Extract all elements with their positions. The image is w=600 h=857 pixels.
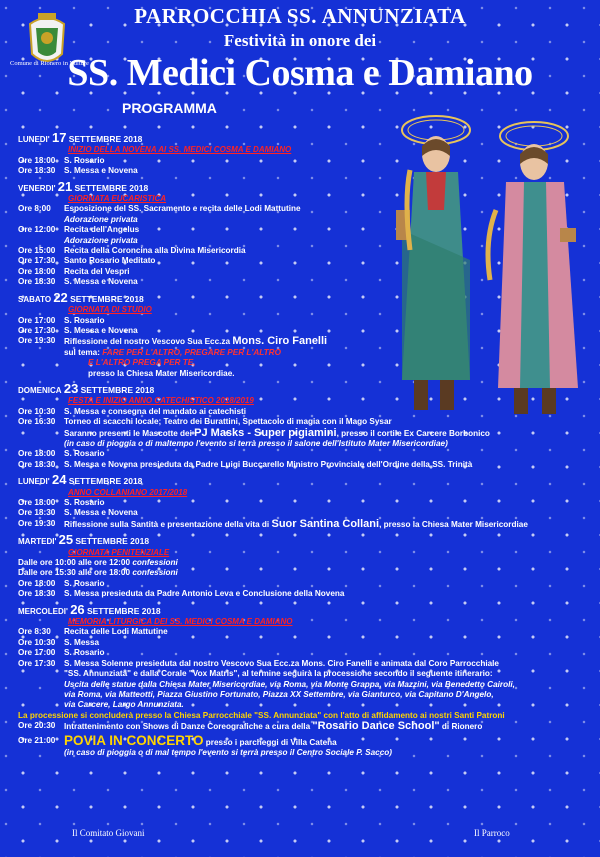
day-subtitle: INIZIO DELLA NOVENA AI SS. MEDICI COSMA E DAMIANO [68,145,292,155]
mascotte-line [18,428,590,439]
item-text: S. Messa [64,637,100,647]
tema-text: E L'ALTRO PREGA PER TE, [88,358,196,368]
dance-school-name: "Rosario Dance School" [312,720,440,733]
list-item [18,246,590,256]
item-time: Ore 18:00 [18,449,56,459]
day-number: 17 [51,130,67,145]
confession-line [18,568,590,578]
item-text: S. Messa e Novena [64,277,138,287]
item-text: S. Rosario [64,648,105,658]
day-subtitle: FESTA E INIZIO ANNO CATECHISTICO 2018/2019 [68,396,254,406]
rifl-post: , presso la Chiesa Mater Misericordiae [379,519,528,529]
rain-note: (in caso di pioggia o di mal tempo l'evento si terrà presso il Centro Sociale P. Sacco) [64,747,393,757]
item-time: Ore 18:30 [18,277,56,287]
list-item [18,449,590,459]
day-block [18,601,590,759]
item-text [64,732,590,748]
item-time: Ore 18:00 [18,266,56,276]
procession-note: La processione si concluderà presso la Chiesa Parrocchiale "SS. Annunziata" con l'atto di affidamento ai nostri Santi Patroni [18,710,505,720]
item-text: Recita dell'Angelus [64,225,140,235]
tema-line [18,348,590,358]
item-text: S. Messa presieduta da Padre Antonio Leva e Conclusione della Novena [64,589,345,599]
day-subtitle: MEMORIA LITURGICA DEI SS. MEDICI COSMA E DAMIANO [68,617,293,627]
conf-pre: Dalle ore [18,558,53,568]
list-item [18,267,590,277]
conf-mid: alle ore [78,558,107,568]
programma-label: PROGRAMMA [122,100,217,116]
weekday: DOMENICA [18,385,62,395]
day-subtitle: GIORNATA DI STUDIO [68,305,152,315]
item-time: Ore 19:30 [18,518,56,528]
day-header [18,178,590,194]
conf-from: 10:00 [54,558,76,568]
weekday: SABATO [18,294,52,304]
conf-from: 15:30 [54,568,76,578]
conf-label: confessioni [132,558,178,568]
item-text-main: Riflessione del nostro Vescovo Sua Ecc.za [64,337,231,347]
day-header [18,472,590,488]
rifl-name: Suor Santina Collani [271,517,380,530]
day-header [18,289,590,305]
item-time: Ore 8:00 [18,204,51,214]
list-item [18,156,590,166]
rain-note: (in caso di pioggia o di maltempo l'evento si terrà presso il salone dell'Istituto Mater Misericordiae) [64,438,448,448]
day-header [18,532,590,548]
list-item [18,336,590,347]
item-time: Ore 15:00 [18,246,56,256]
weekday: VENERDI' [18,183,56,193]
itinerary-line: via Roma, via Matteotti, Piazza Giustino Fortunato, Piazza XX Settembre, via Gianturco, via Capitano D'Angelo, [64,689,494,699]
list-item [18,721,590,732]
item-text: S. Messa Solenne presieduta dal nostro Vescovo Sua Ecc.za Mons. Ciro Fanelli e animata dal Coro Parrocchiale [64,658,499,668]
item-time: Ore 18:30 [18,508,56,518]
item-text: Recita delle Lodi Mattutine [64,627,168,637]
item-time: Ore 17:30 [18,658,56,668]
day-subtitle: ANNO COLLANIANO 2017/2018 [68,487,188,497]
page-title: PARROCCHIA SS. ANNUNZIATA [134,4,466,28]
conf-label: confessioni [132,568,178,578]
page-heading: SS. Medici Cosma e Damiano [67,52,533,94]
weekday: MARTEDI' [18,537,57,547]
item-time: Ore 10:30 [18,406,56,416]
list-item [18,648,590,658]
weekday: MERCOLEDI' [18,606,68,616]
item-text: S. Messa e Novena [64,325,138,335]
list-item [18,627,590,637]
day-block [18,532,590,599]
item-text: S. Messa e consegna del mandato ai catechisti [64,406,247,416]
item-text: S. Rosario [64,578,105,588]
month-year: SETTEMBRE 2018 [68,476,143,487]
item-text: S. Messa e Novena [64,508,138,518]
day-block [18,130,590,177]
day-header [18,130,590,145]
month-year: SETTEMBRE 2018 [86,605,161,616]
day-header [18,380,590,396]
tema-text: FARE PER L'ALTRO, PREGARE PER L'ALTRO [102,347,281,357]
day-number: 24 [51,472,67,488]
mascotte-name: PJ Masks - Super pigiamini [194,426,337,439]
day-block [18,178,590,288]
day-subtitle: GIORNATA EUCARISTICA [68,194,167,204]
item-text: Recita della Coroncina alla Divina Misericordia [64,246,246,256]
month-year: SETTEMBRE 2018 [80,384,155,395]
item-time: Ore 12:00 [18,225,56,235]
item-time: Ore 17:30 [18,325,56,335]
weekday: LUNEDI' [18,135,50,144]
list-item [18,316,590,326]
item-time: Ore 18:00 [18,498,56,507]
item-note: Adorazione privata [64,214,138,224]
list-item [18,498,590,508]
item-time: Ore 18:00 [18,155,56,165]
item-time: Ore 18:30 [18,166,56,176]
mascotte-pre: Saranno presenti le Mascotte dei [64,428,192,438]
item-time: Ore 17:30 [18,256,56,266]
program-list [18,130,590,758]
item-text: Recita del Vespri [64,266,130,276]
day-number: 22 [53,289,68,305]
day-number: 25 [58,532,74,548]
list-item [18,638,590,648]
list-item [18,256,590,266]
item-time: Ore 18:30 [18,459,56,469]
item-time: Ore 18:30 [18,589,56,599]
page-subtitle: Festività in onore dei [223,31,377,50]
list-item [18,225,590,235]
itinerary-line: Uscita delle statue dalla Chiesa Mater Misericordiae, via Roma, via Monte Grappa, via Mazzini, via Benedetto Cairoli, [64,679,515,689]
item-text-cont: "SS. Annunziata" e dalla Corale "Vox Matris", al termine seguirà la processione secondo il seguente itinerario: [64,669,493,679]
day-block [18,380,590,470]
item-text [64,519,590,530]
item-text: S. Rosario [64,449,105,459]
confession-line [18,558,590,568]
speaker-name: Mons. Ciro Fanelli [232,335,328,348]
list-item [18,732,590,748]
item-text: S. Rosario [64,155,105,165]
footer-signature-parroco: Il Parroco [474,828,510,838]
item-text: Santo Rosario Meditato [64,256,156,266]
item-note: Adorazione privata [64,235,138,245]
weekday: LUNEDI' [18,477,50,487]
list-item [18,589,590,599]
item-text: S. Messa e Novena [64,166,138,176]
day-block [18,472,590,530]
item-time: Ore 21:00 [18,735,56,745]
month-year: SETTEMBRE 2018 [75,536,150,547]
item-time: Ore 8:30 [18,627,51,637]
tema-place: presso la Chiesa Mater Misericordiae. [88,368,235,378]
month-year: SETTEMBRE 2018 [68,134,143,144]
concert-title: POVIA IN CONCERTO [64,732,204,748]
show-post: di Rionero [441,722,483,732]
item-text: Torneo di scacchi locale; Teatro dei Burattini, Spettacolo di magia con il Mago Sysar [64,417,392,427]
item-text: S. Rosario [64,315,105,325]
conf-to: 18:00 [109,568,131,578]
tema-label: sul tema: [64,347,100,357]
list-item [18,277,590,287]
conf-mid: alle ore [78,568,107,578]
mascotte-post: , presso il cortile Ex Carcere Borbonico [336,428,490,438]
list-item [18,579,590,589]
conf-pre: Dalle ore [18,568,53,578]
list-item [18,407,590,417]
day-number: 21 [57,178,73,194]
item-time: Ore 18:00 [18,578,56,588]
itinerary-line: via Carcere, Largo Annunziata. [64,700,184,710]
item-text [64,721,590,732]
list-item [18,519,590,530]
month-year: SETTEMBRE 2018 [74,182,149,193]
concert-place: presso i parcheggi di Villa Catena [205,737,337,747]
item-text: S. Rosario [64,498,105,507]
list-item [18,166,590,176]
item-time: Ore 17:00 [18,648,56,658]
item-text: Esposizione del SS. Sacramento e recita delle Lodi Mattutine [64,204,301,214]
item-time: Ore 19:30 [18,336,56,346]
day-header [18,601,590,617]
day-number: 26 [70,601,85,617]
comune-caption: Comune di Rionero in Vulture [10,60,89,67]
list-item [18,659,590,669]
item-time: Ore 17:00 [18,315,56,325]
conf-to: 12:00 [109,558,131,568]
day-subtitle: GIORNATA PENITENZIALE [68,547,170,557]
month-year: SETTEMBRE 2018 [70,293,144,304]
item-text: S. Messa e Novena presieduta da Padre Luigi Buccarello Ministro Provinciale dell'Ordine della SS. Trinità [64,459,473,469]
rifl-pre: Riflessione sulla Santità e presentazione della vita di [64,519,270,529]
day-number: 23 [63,380,79,396]
footer-signature-committee: Il Comitato Giovani [72,828,145,838]
item-time: Ore 10:30 [18,637,56,647]
item-text [64,336,590,347]
list-item [18,204,590,214]
item-time: Ore 20:30 [18,721,56,731]
item-time: Ore 16:30 [18,417,56,427]
show-pre: Intrattenimento con Shows di Danze Coreografiche a cura della [64,722,311,732]
list-item [18,460,590,470]
day-block [18,289,590,379]
